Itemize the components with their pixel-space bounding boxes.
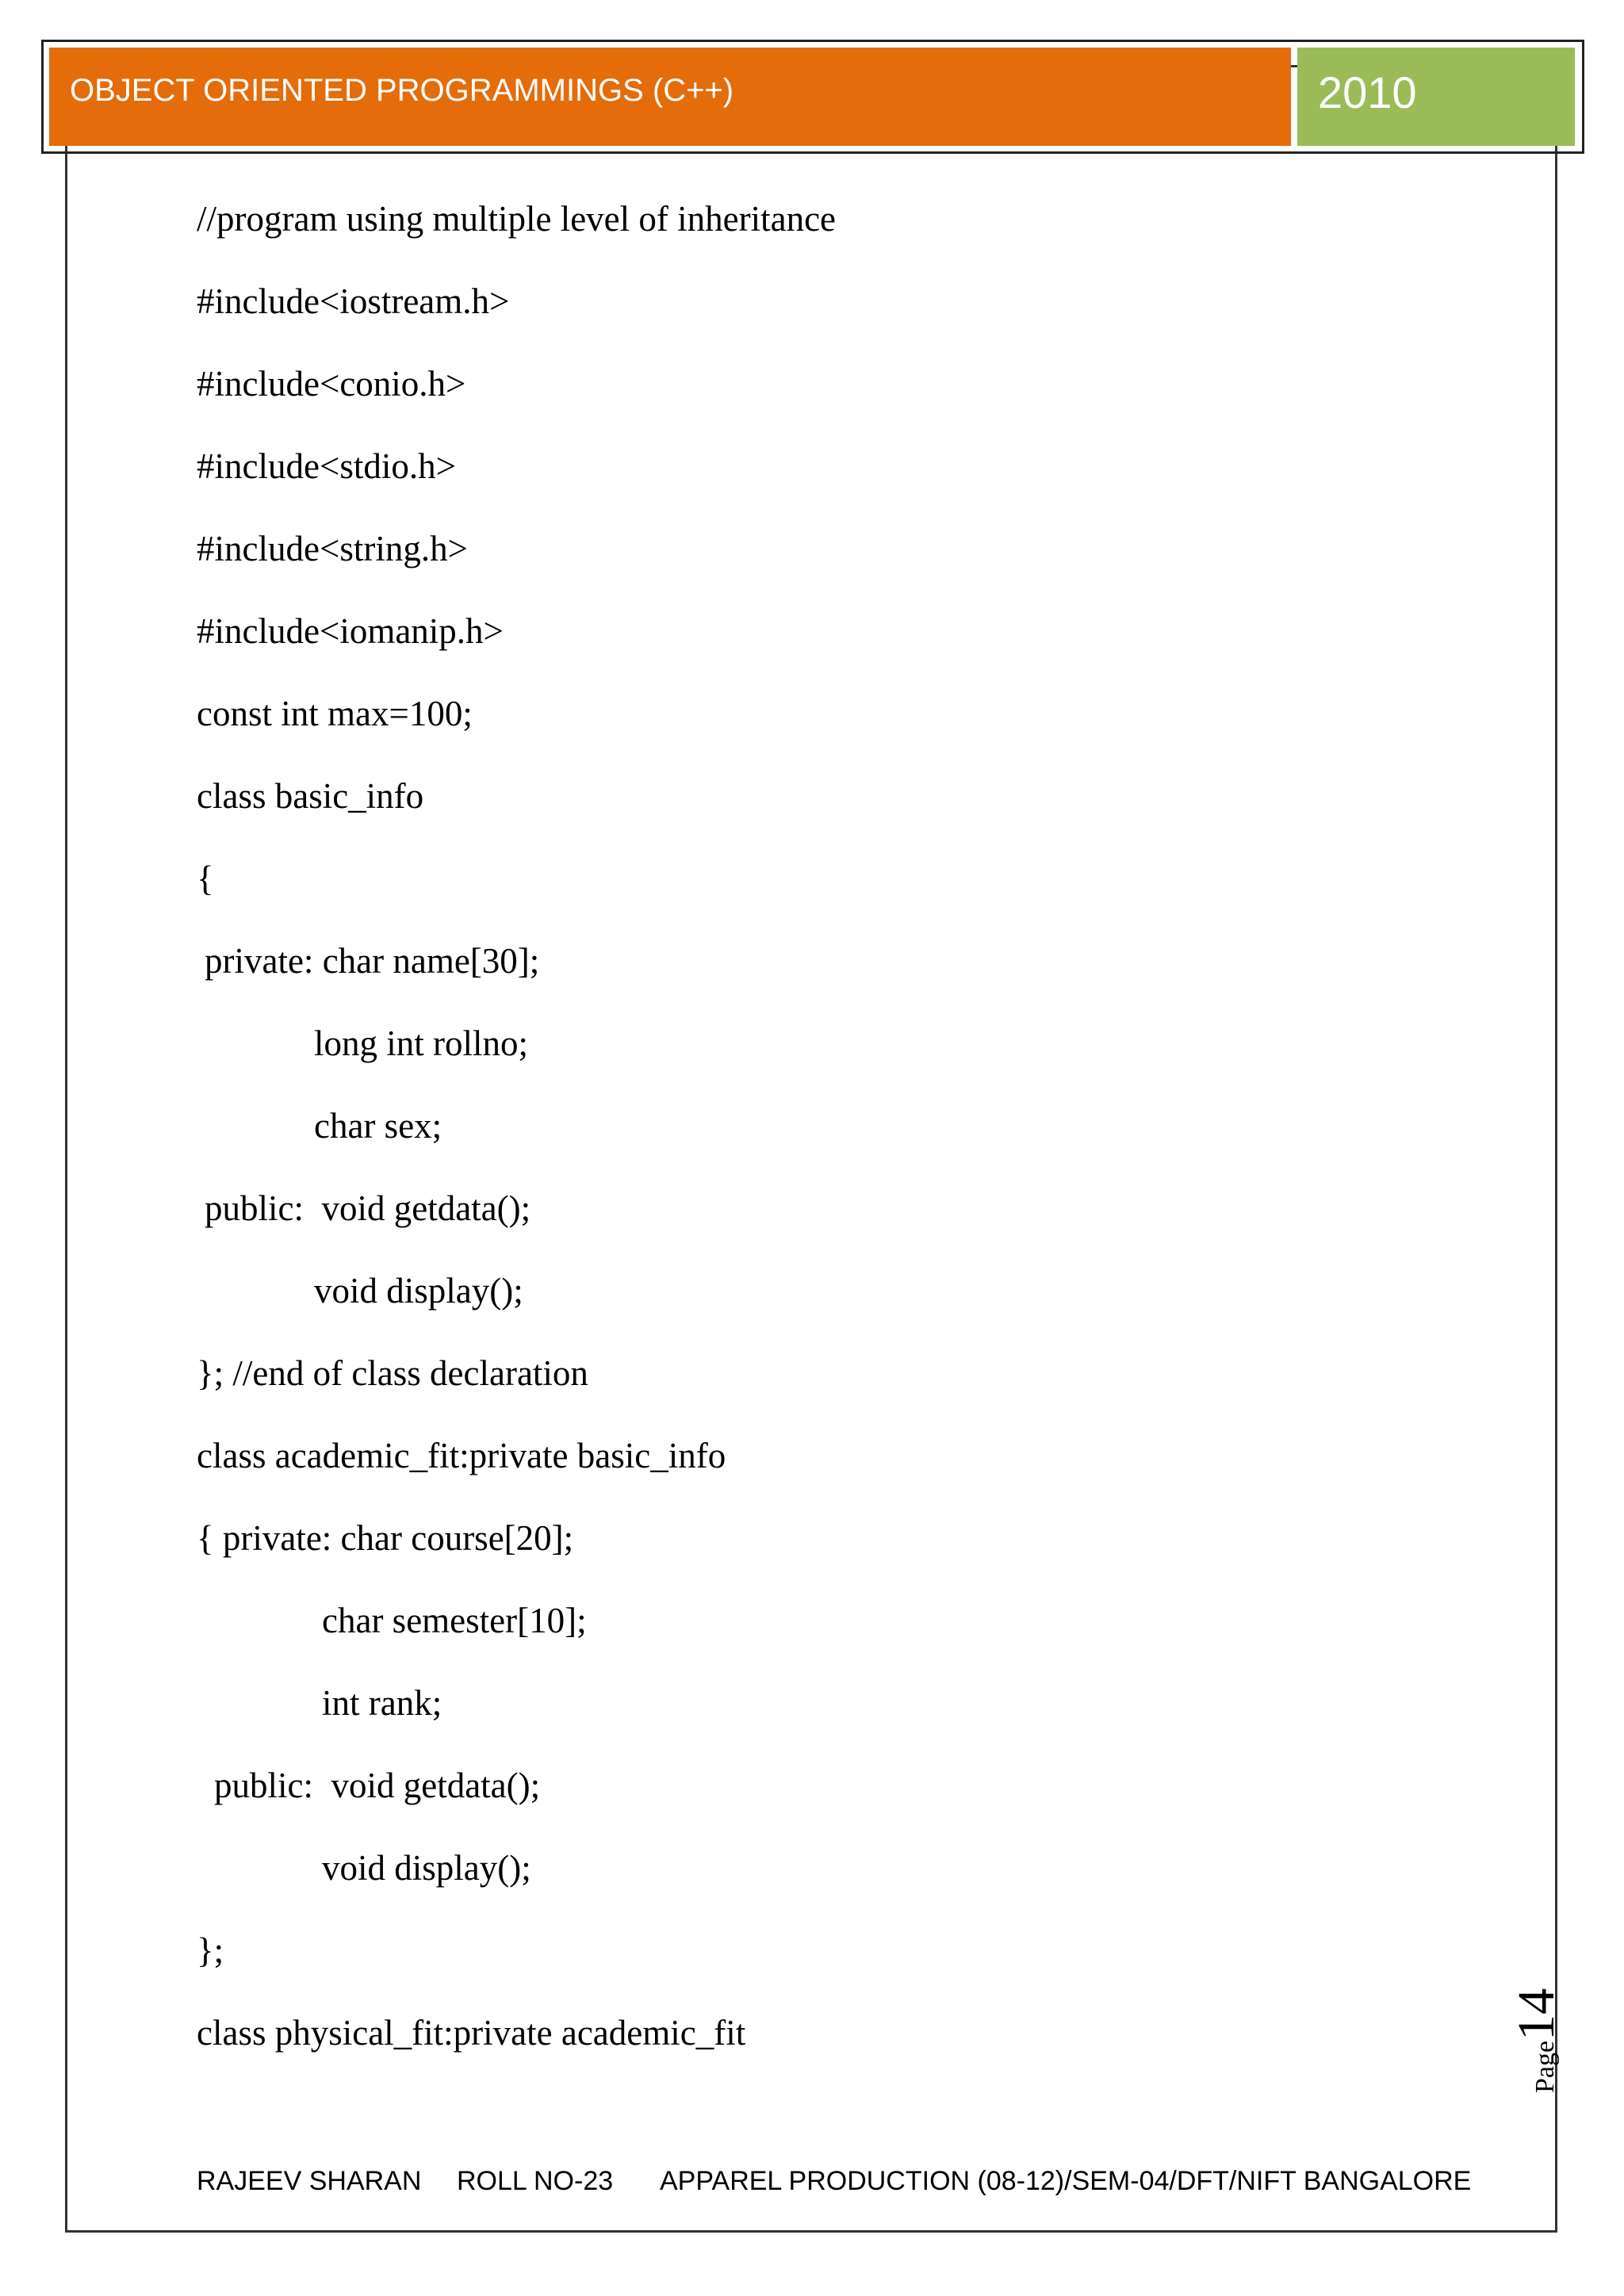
header-year: 2010 [1318,67,1417,117]
code-line: public: void getdata(); [214,1766,541,1805]
code-line: class basic_info [197,776,424,816]
code-line: void display(); [314,1271,523,1311]
code-line: void display(); [322,1848,531,1888]
code-line: #include<iomanip.h> [197,611,504,651]
page-label: Page [1530,2040,1560,2093]
code-line: #include<iostream.h> [197,281,510,321]
header-title: OBJECT ORIENTED PROGRAMMINGS (C++) [70,73,734,108]
footer-author: RAJEEV SHARAN [197,2166,422,2196]
code-line: class physical_fit:private academic_fit [197,2013,746,2053]
code-line: const int max=100; [197,694,473,733]
code-line: { [197,859,214,898]
code-line: char semester[10]; [322,1601,587,1640]
code-line: #include<conio.h> [197,364,466,404]
page-number-value: 14 [1507,1988,1565,2041]
code-line: long int rollno; [314,1024,528,1063]
code-line: #include<stdio.h> [197,446,456,486]
code-line: #include<string.h> [197,529,468,568]
code-line: int rank; [322,1683,442,1723]
code-line: //program using multiple level of inheritance [197,199,837,239]
code-line: { private: char course[20]; [197,1518,574,1558]
code-line: }; [197,1931,224,1970]
code-line: char sex; [314,1106,442,1146]
page-number [1500,1958,1565,2101]
code-line: public: void getdata(); [205,1188,531,1228]
code-line: }; //end of class declaration [197,1353,588,1393]
code-line: class academic_fit:private basic_info [197,1436,726,1475]
code-line: private: char name[30]; [205,941,540,981]
footer-roll-number: ROLL NO-23 [457,2166,614,2196]
footer-course: APPAREL PRODUCTION (08-12)/SEM-04/DFT/NIFT BANGALORE [660,2166,1472,2196]
